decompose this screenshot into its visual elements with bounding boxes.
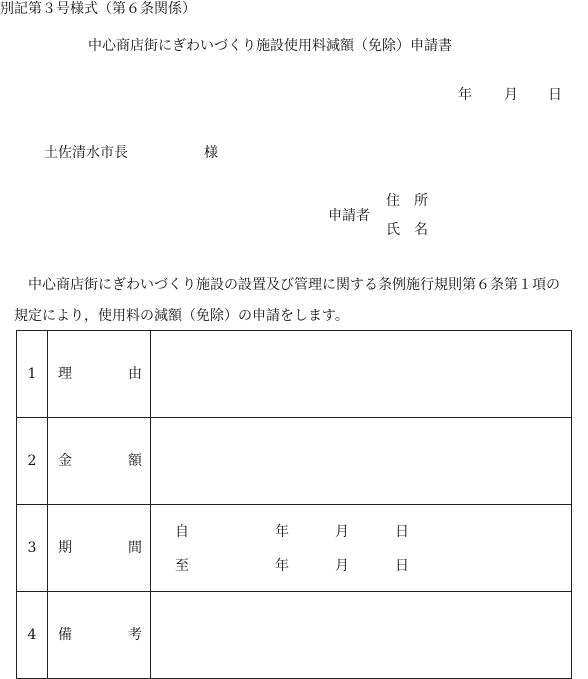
row-number: 1 — [17, 331, 48, 418]
amount-field[interactable] — [151, 418, 572, 505]
period-field[interactable] — [151, 505, 572, 592]
table-row-amount — [17, 418, 572, 505]
row-number: 2 — [17, 418, 48, 505]
period-to-row — [175, 559, 409, 573]
applicant-address-label: 住 所 — [386, 193, 428, 209]
period-month-label: 月 — [335, 524, 349, 540]
table-row-reason — [17, 331, 572, 418]
period-to-label: 至 — [175, 558, 189, 574]
row-label-amount — [48, 418, 151, 505]
applicant-label: 申請者 — [328, 208, 370, 224]
request-statement-line-1: 中心商店街にぎわいづくり施設の設置及び管理に関する条例施行規則第６条第１項の — [28, 277, 560, 293]
row-label-period — [48, 505, 151, 592]
addressee-name: 土佐清水市長 — [44, 145, 128, 161]
request-statement — [14, 270, 588, 332]
addressee — [44, 146, 218, 160]
row-number: 3 — [17, 505, 48, 592]
label-char: 間 — [128, 540, 142, 556]
row-label-reason — [48, 331, 151, 418]
period-from-label: 自 — [175, 524, 189, 540]
label-char: 備 — [58, 627, 72, 643]
addressee-honorific: 様 — [204, 145, 218, 161]
date-month-label: 月 — [504, 87, 518, 103]
table-row-period — [17, 505, 572, 592]
label-char: 期 — [58, 540, 72, 556]
label-char: 額 — [128, 453, 142, 469]
period-year-label: 年 — [275, 524, 289, 540]
label-char: 金 — [58, 453, 72, 469]
period-day-label: 日 — [395, 558, 409, 574]
label-char: 由 — [128, 366, 142, 382]
applicant-name-label: 氏 名 — [386, 222, 428, 238]
label-char: 理 — [58, 366, 72, 382]
application-details-table — [16, 330, 572, 679]
reason-field[interactable] — [151, 331, 572, 418]
request-statement-line-2: 規定により，使用料の減額（免除）の申請をします。 — [14, 308, 349, 324]
table-row-remarks — [17, 592, 572, 679]
row-number: 4 — [17, 592, 48, 679]
period-year-label: 年 — [275, 558, 289, 574]
period-from-row — [175, 525, 409, 539]
period-day-label: 日 — [395, 524, 409, 540]
form-number-label: 別記第３号様式（第６条関係） — [0, 1, 196, 17]
remarks-field[interactable] — [151, 592, 572, 679]
label-char: 考 — [128, 627, 142, 643]
row-label-remarks — [48, 592, 151, 679]
date-line — [458, 88, 562, 102]
date-year-label: 年 — [458, 87, 472, 103]
period-month-label: 月 — [335, 558, 349, 574]
date-day-label: 日 — [548, 87, 562, 103]
document-title: 中心商店街にぎわいづくり施設使用料減額（免除）申請書 — [88, 38, 452, 54]
